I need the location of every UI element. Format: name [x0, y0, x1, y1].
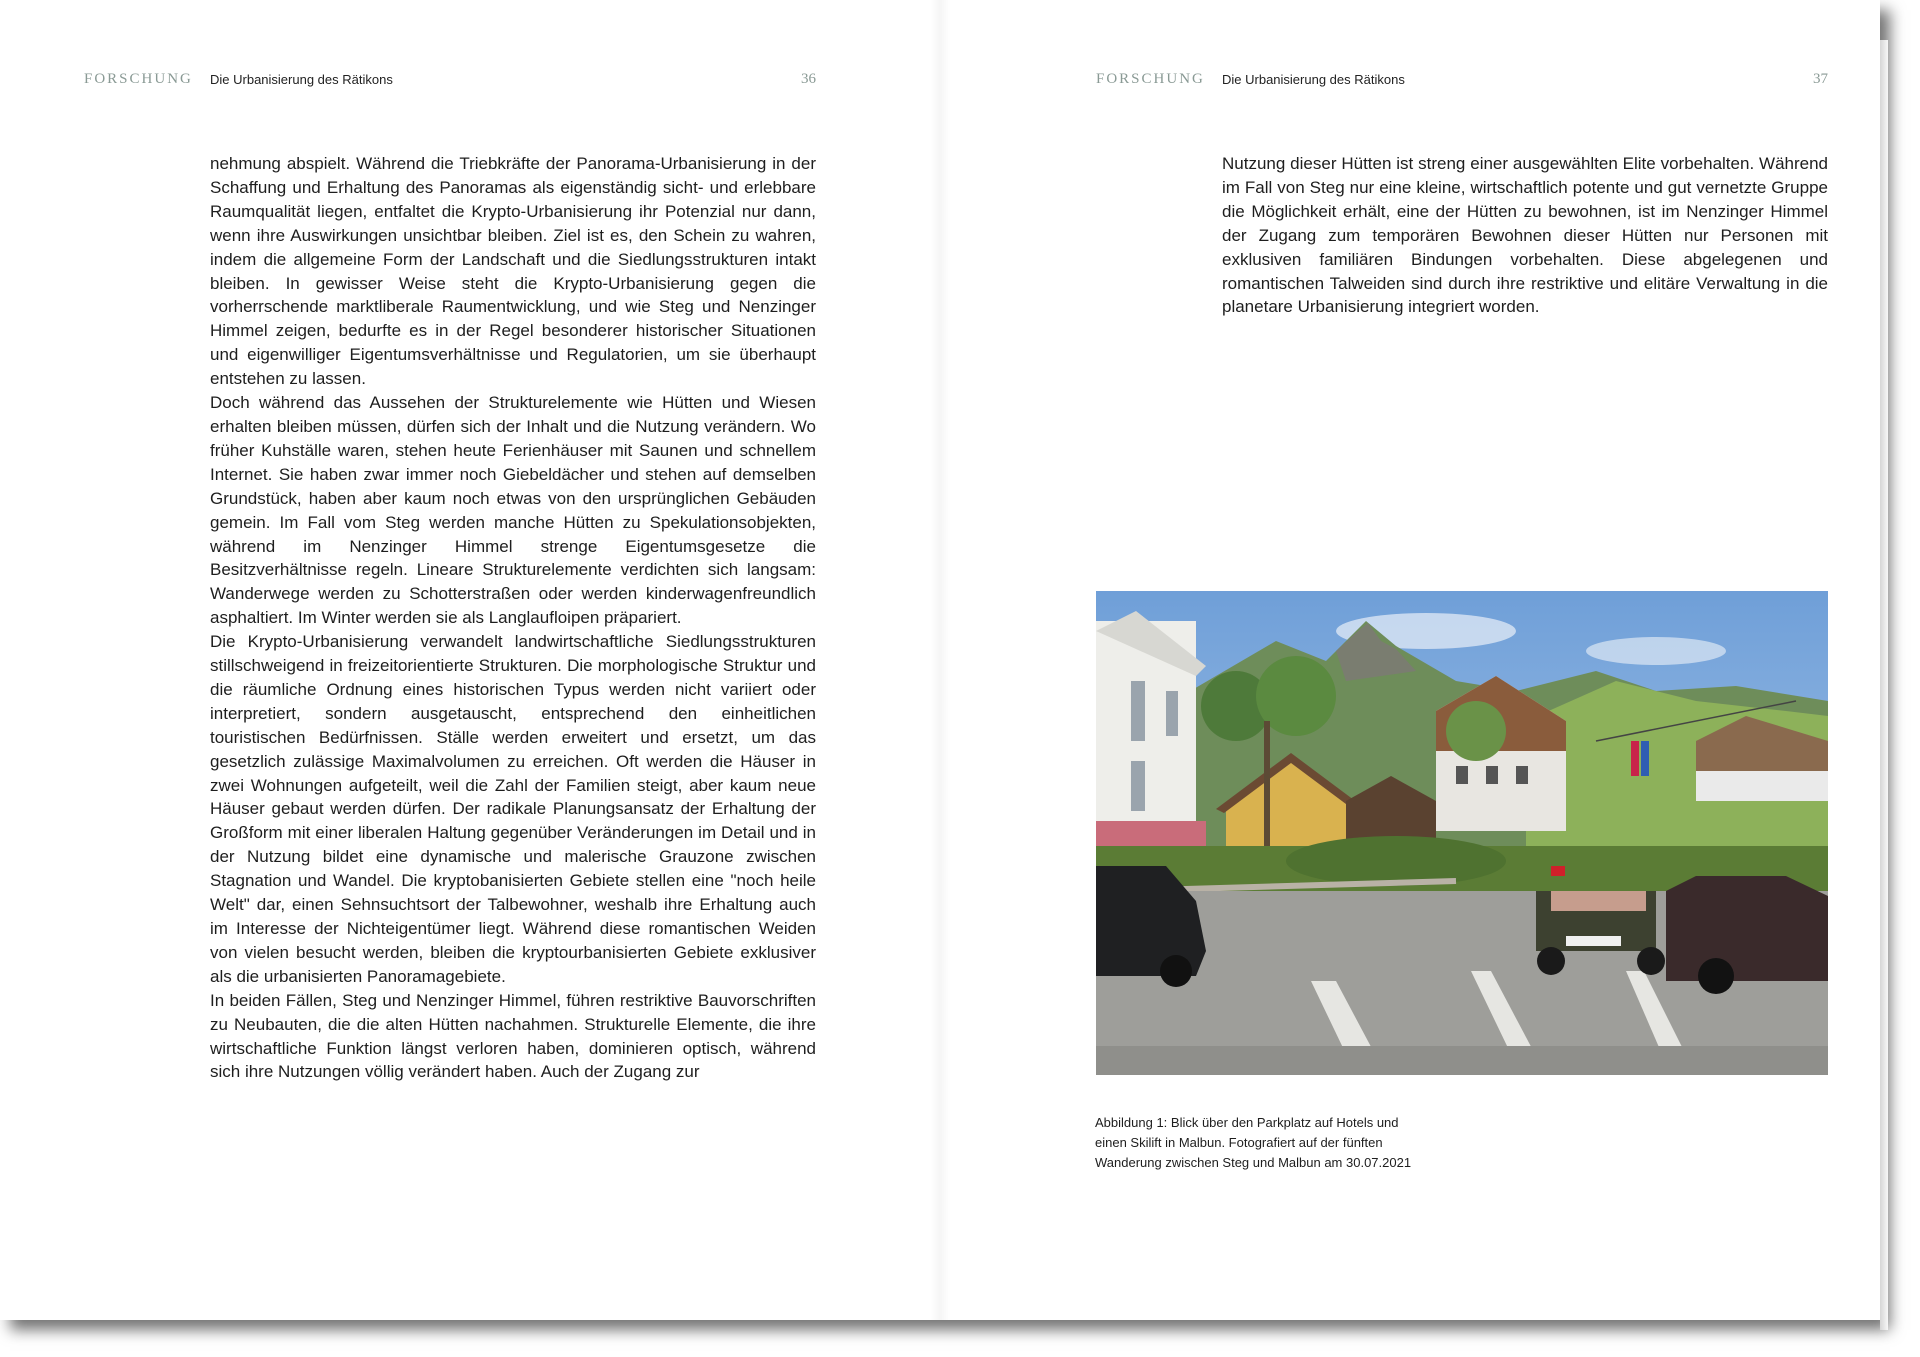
page-edge	[1880, 40, 1888, 1330]
tree-trunk	[1264, 721, 1270, 861]
photo-illustration	[1096, 591, 1828, 1075]
running-header	[1096, 71, 1828, 91]
section-label: FORSCHUNG	[84, 71, 193, 87]
photo-malbun-parking	[1096, 591, 1828, 1075]
window	[1166, 691, 1178, 736]
asphalt-edge	[1096, 1046, 1828, 1075]
section-label: FORSCHUNG	[1096, 71, 1205, 87]
right-page	[940, 0, 1880, 1320]
flag	[1641, 741, 1649, 776]
caption-line: Wanderung zwischen Steg und Malbun am 30.07.2021	[1095, 1155, 1412, 1170]
chapter-title: Die Urbanisierung des Rätikons	[210, 72, 393, 87]
body-text	[1222, 152, 1828, 319]
license-plate	[1566, 936, 1621, 946]
paragraph: nehmung abspielt. Während die Triebkräfte der Panorama-Urbanisierung in der Schaffung und Erhaltung des Panoramas als eigenständig sicht- und erlebbare Raumqualität liegen, entfaltet die Krypto-Urbanisierung ihr Potenzial nur dann, wenn ihre Auswirkungen unsichtbar bleiben. Ziel ist es, den Schein zu wahren, indem die allgemeine Form der Landschaft und die Siedlungsstrukturen intakt bleiben. In gewisser Weise steht die Krypto-Urbanisierung gegen die vorherrschende marktliberale Raumentwicklung, und wie Steg und Nenzinger Himmel zeigen, bedurfte es in der Regel besonderer historischer Situationen und eigenwilliger Eigentumsverhältnisse und Regulatorien, um sie überhaupt entstehen zu lassen.	[210, 154, 816, 389]
dark-sedan	[1666, 876, 1828, 981]
paragraph: Die Krypto-Urbanisierung verwandelt landwirtschaftliche Siedlungsstrukturen stillschweigend in freizeitorientierte Strukturen. Die morphologische Struktur und die räumliche Ordnung eines historischen Typus werden nicht variiert oder interpretiert, sondern ausgetauscht, entsprechend den einheitlichen touristischen Bedürfnissen. Ställe werden erweitert und ersetzt, um das gesetzlich zulässige Maximalvolumen zu erreichen. Oft werden die Häuser in zwei Wohnungen aufgeteilt, weil die Zahl der Familien steigt, aber kaum neue Häuser gebaut werden dürfen. Der radikale Planungsansatz der Erhaltung der Großform mit einer liberalen Haltung gegenüber Veränderungen im Detail und in der Nutzung bildet eine dynamische und malerische Grauzone zwischen Stagnation und Wandel. Die kryptobanisierten Gebiete stellen eine "noch heile Welt" dar, einen Sehnsuchtsort der Talbewohner, weshalb ihre Erhaltung auch im Interesse der Nichteigentümer liegt. Während diese romantischen Weiden von vielen besucht werden, bleiben die kryptourbanisierten Gebiete exklusiver als die urbanisierten Panoramagebiete.	[210, 632, 816, 986]
running-header	[84, 71, 816, 91]
distant-hotel-base	[1696, 771, 1828, 801]
caption-line: einen Skilift in Malbun. Fotografiert auf der fünften	[1095, 1135, 1383, 1150]
shrubs	[1286, 836, 1506, 886]
small-flag	[1551, 866, 1565, 876]
flag	[1631, 741, 1639, 776]
left-page	[0, 0, 940, 1320]
paragraph: Doch während das Aussehen der Strukturelemente wie Hütten und Wiesen erhalten bleiben müssen, dürfen sich der Inhalt und die Nutzung verändern. Wo früher Kuhställe waren, stehen heute Ferienhäuser mit Saunen und schnellem Internet. Sie haben zwar immer noch Giebeldächer und stehen auf demselben Grundstück, haben aber kaum noch etwas von den ursprünglichen Gebäuden gemein. Im Fall vom Steg werden manche Hütten zu Spekulationsobjekten, während im Nenzinger Himmel strenge Eigentumsgesetze die Besitzverhältnisse regeln. Lineare Strukturelemente verdichten sich langsam: Wanderwege werden zu Schotterstraßen oder werden kinderwagenfreundlich asphaltiert. Im Winter werden sie als Langlaufloipen präpariert.	[210, 393, 816, 628]
page-number: 37	[1813, 71, 1828, 87]
paragraph: Nutzung dieser Hütten ist streng einer ausgewählten Elite vorbehalten. Während im Fall von Steg nur eine kleine, wirtschaftlich potente und gut vernetzte Gruppe die Möglichkeit erhält, eine der Hütten zu bewohnen, ist im Nenzinger Himmel der Zugang zum temporären Bewohnen dieser Hütten nur Personen mit exklusiven familiären Bindungen vorbehalten. Diese abgelegenen und romantischen Talweiden sind durch ihre restriktive und elitäre Verwaltung in die planetare Urbanisierung integriert worden.	[1222, 154, 1828, 317]
window	[1131, 761, 1145, 811]
window	[1486, 766, 1498, 784]
wheel	[1537, 947, 1565, 975]
wheel	[1160, 955, 1192, 987]
vehicle-load	[1551, 891, 1646, 911]
window	[1456, 766, 1468, 784]
figure-caption	[1095, 1113, 1495, 1173]
paragraph: In beiden Fällen, Steg und Nenzinger Himmel, führen restriktive Bauvorschriften zu Neubauten, die die alten Hütten nachahmen. Strukturelle Elemente, die ihre wirtschaftliche Funktion längst verloren haben, dominieren optisch, während sich ihre Nutzungen völlig verändert haben. Auch der Zugang zur	[210, 990, 816, 1082]
window	[1516, 766, 1528, 784]
wheel	[1698, 958, 1734, 994]
cloud	[1586, 637, 1726, 665]
body-text	[210, 152, 816, 1084]
wheel	[1637, 947, 1665, 975]
caption-line: Abbildung 1: Blick über den Parkplatz auf Hotels und	[1095, 1115, 1399, 1130]
window	[1131, 681, 1145, 741]
chapter-title: Die Urbanisierung des Rätikons	[1222, 72, 1405, 87]
page-number: 36	[801, 71, 816, 87]
tree	[1446, 701, 1506, 761]
